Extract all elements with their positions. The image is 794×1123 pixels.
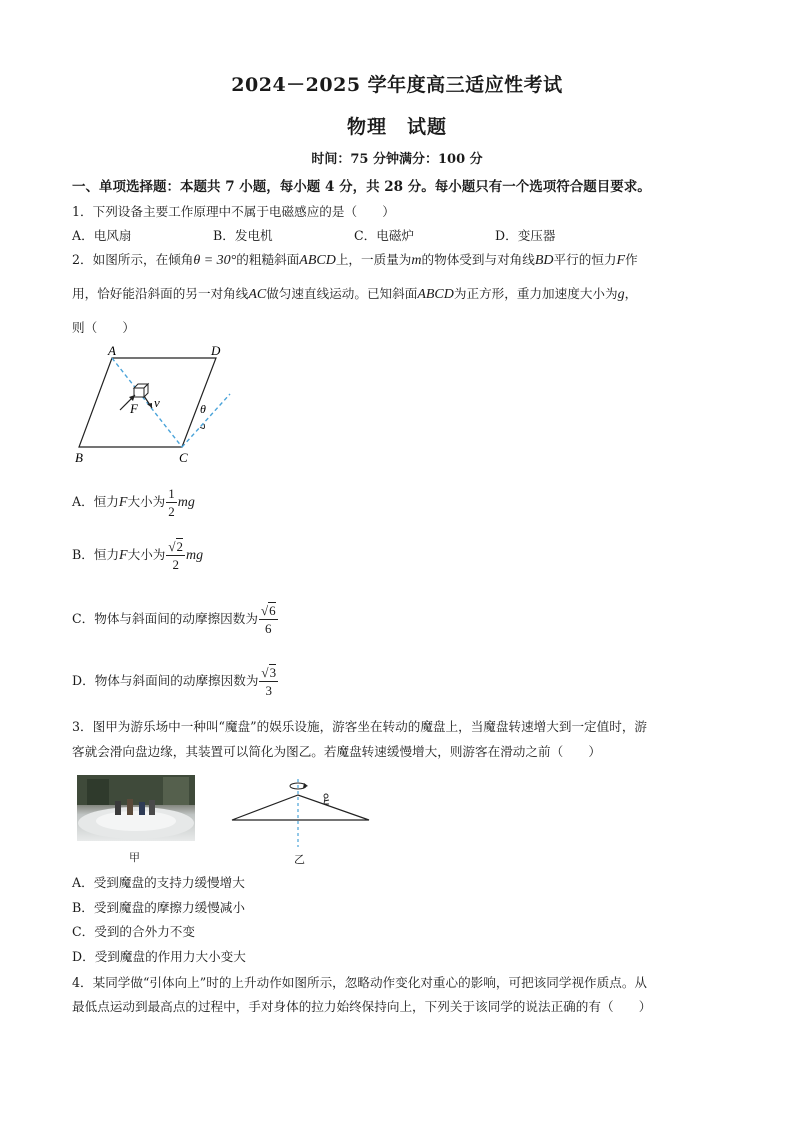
q1-option-a: A．电风扇 xyxy=(72,228,132,243)
fraction-root6-over-6: $\frac{√6}{6}$ xyxy=(260,603,276,636)
label-theta: θ xyxy=(200,402,206,416)
magic-disc-diagram xyxy=(228,777,373,849)
normal-dashed-line xyxy=(182,394,230,447)
q2-option-a: A．恒力F大小为 $\frac{1}{2}$ mg xyxy=(72,486,195,519)
q3-option-c: C．受到的合外力不变 xyxy=(72,924,195,939)
q3-option-b: B．受到魔盘的摩擦力缓慢减小 xyxy=(72,900,245,915)
q2-theta-expr: θ = 30° xyxy=(193,253,237,268)
q2-stem-line2: 用，恰好能沿斜面的另一对角线AC做匀速直线运动。已知斜面ABCD为正方形，重力加速度大小为g， xyxy=(72,286,638,302)
q2-stem-line3: 则（ ） xyxy=(72,320,135,335)
magic-disc-photo xyxy=(77,775,195,841)
label-b: B xyxy=(75,450,83,465)
q2-option-c: C．物体与斜面间的动摩擦因数为 $\frac{√6}{6}$ xyxy=(72,603,276,636)
caption-jia: 甲 xyxy=(129,851,140,864)
q2-option-d: D．物体与斜面间的动摩擦因数为 $\frac{√3}{3}$ xyxy=(72,665,277,698)
fraction-root3-over-3: $\frac{√3}{3}$ xyxy=(261,665,277,698)
section-heading: 一、单项选择题：本题共 7 小题，每小题 4 分，共 28 分。每小题只有一个选项符合题目要求。 xyxy=(72,179,651,195)
block-icon xyxy=(134,384,148,397)
fraction-one-half: $\frac{1}{2}$ xyxy=(168,486,175,519)
label-f: F xyxy=(130,401,138,416)
label-v: v xyxy=(154,395,160,410)
label-d: D xyxy=(211,344,221,358)
q4-stem-line1: 4．某同学做“引体向上”时的上升动作如图所示，忽略动作变化对重心的影响，可把该同学视作质点。从 xyxy=(72,975,648,990)
exam-time-info: 时间：75 分钟满分：100 分 xyxy=(311,152,483,167)
q1-stem: 1．下列设备主要工作原理中不属于电磁感应的是（ ） xyxy=(72,204,395,219)
exam-subject: 物理 试题 xyxy=(346,116,447,138)
q1-option-c: C．电磁炉 xyxy=(354,228,415,243)
q3-option-a: A．受到魔盘的支持力缓慢增大 xyxy=(72,875,245,890)
label-a: A xyxy=(108,344,116,358)
fraction-root2-over-2: $\frac{√2}{2}$ xyxy=(168,539,184,572)
q2-figure xyxy=(72,344,242,466)
q3-stem-line1: 3．图甲为游乐场中一种叫“魔盘”的娱乐设施，游客坐在转动的魔盘上，当魔盘转速增大到一定值时，游 xyxy=(72,719,648,734)
q2-stem-line1: 2．如图所示，在倾角θ = 30°的粗糙斜面ABCD上，一质量为m的物体受到与对角线BD平行的恒力F作 xyxy=(72,252,638,268)
q2-option-b: B．恒力F大小为 $\frac{√2}{2}$ mg xyxy=(72,539,204,572)
caption-yi: 乙 xyxy=(294,853,305,866)
diagonal-ac xyxy=(112,358,182,447)
label-c: C xyxy=(179,450,188,465)
exam-title: 2024－2025 学年度高三适应性考试 xyxy=(231,74,563,96)
rider-icon xyxy=(324,794,329,804)
q1-option-d: D．变压器 xyxy=(495,228,556,243)
q4-stem-line2: 最低点运动到最高点的过程中，手对身体的拉力始终保持向上，下列关于该同学的说法正确的有（ ） xyxy=(72,999,652,1014)
q1-option-b: B．发电机 xyxy=(213,228,273,243)
cone-disc xyxy=(232,795,369,820)
q3-option-d: D．受到魔盘的作用力大小变大 xyxy=(72,949,246,964)
q3-stem-line2: 客就会滑向盘边缘，其装置可以简化为图乙。若魔盘转速缓慢增大，则游客在滑动之前（ ） xyxy=(72,744,601,759)
